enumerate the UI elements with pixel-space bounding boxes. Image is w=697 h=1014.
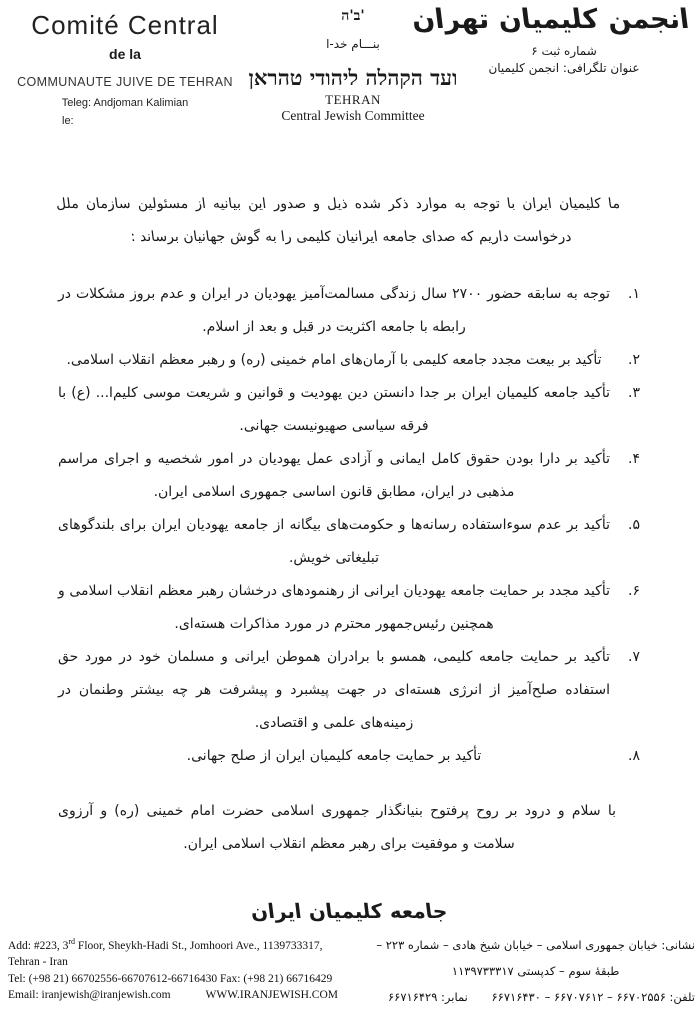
statement-list bbox=[58, 278, 640, 773]
item-text: تأکید بر بیعت مجدد جامعه کلیمی با آرمان‌های امام خمینی (ره) و رهبر معظم انقلاب اسلامی. bbox=[66, 352, 602, 368]
item-number: ۳. bbox=[628, 385, 640, 401]
header-right-block bbox=[409, 4, 691, 75]
item-number: ۵. bbox=[628, 517, 640, 533]
tel-fax-line-en: Tel: (+98 21) 66702556-66707612-66716430 Fax: (+98 21) 66716429 bbox=[8, 972, 333, 985]
item-number: ۱. bbox=[628, 286, 640, 302]
telephone-numbers-fa: تلفن: ۶۶۷۰۲۵۵۶ – ۶۶۷۰۷۶۱۲ – ۶۶۷۱۶۴۳۰ bbox=[491, 990, 695, 1004]
tel-fax-line-fa bbox=[376, 984, 695, 1010]
item-text: تأکید مجدد بر حمایت جامعه یهودیان ایرانی از رهنمودهای درخشان رهبر معظم انقلاب اسلامی و همچنین رئیس‌جمهور محترم در مورد مذاکرات هسته‌ای. bbox=[58, 583, 610, 632]
item-number: ۸. bbox=[628, 748, 640, 764]
email-web-line bbox=[8, 987, 338, 1004]
city-name: TEHRAN bbox=[325, 92, 381, 107]
list-item bbox=[58, 278, 640, 344]
address-line-fa-2: طبقهٔ سوم – کدپستی ۱۱۳۹۷۳۳۳۱۷ bbox=[451, 964, 620, 978]
footer-persian bbox=[376, 932, 695, 1010]
fax-number-fa: نمابر: ۶۶۷۱۶۴۲۹ bbox=[387, 990, 468, 1004]
list-item bbox=[58, 509, 640, 575]
list-item bbox=[58, 575, 640, 641]
org-name-hebrew: ועד הקהלה ליהודי טהראן bbox=[248, 65, 458, 90]
telegraph-line-en: Teleg: Andjoman Kalimian bbox=[61, 97, 189, 109]
intro-paragraph: ما کلیمیان ایران با توجه به موارد ذکر شده ذیل و صدور این بیانیه از مسئولین سازمان ملل درخواست داریم که صدای جامعه ایرانیان کلیمی را به گوش جهانیان برساند : bbox=[54, 196, 621, 245]
hebrew-bh-abbreviation: ב'ה' bbox=[341, 8, 365, 24]
org-title-french: Comité Central bbox=[31, 10, 219, 40]
org-title-dela: de la bbox=[109, 46, 141, 62]
header-left-block bbox=[16, 10, 234, 127]
signature: جامعه کلیمیان ایران bbox=[249, 899, 449, 923]
list-item bbox=[58, 443, 640, 509]
item-number: ۷. bbox=[628, 649, 640, 665]
letter-body bbox=[54, 188, 640, 928]
address-city-en: Tehran - Iran bbox=[8, 956, 68, 969]
item-text: تأکید بر حمایت جامعه کلیمی، همسو با برادران هموطن ایرانی و مسلمان خود در مورد حق استفاده صلح‌آمیز از انرژی هسته‌ای در جهت پیشبرد و پیشرفت هر چه بیشتر وطنمان در زمینه‌های علمی و اقتصادی. bbox=[58, 649, 610, 731]
closing-paragraph: با سلام و درود بر روح پرفتوح بنیانگذار جمهوری اسلامی حضرت امام خمینی (ره) و آرزوی سلامت و موفقیت برای رهبر معظم انقلاب اسلامی ایران. bbox=[58, 803, 616, 852]
telegraph-line-fa: عنوان تلگرافی: انجمن کلیمیان bbox=[488, 61, 640, 75]
address-line-en bbox=[8, 934, 348, 954]
list-item bbox=[58, 641, 640, 740]
website-address: WWW.IRANJEWISH.COM bbox=[205, 989, 338, 1002]
item-text: تأکید بر عدم سوءاستفاده رسانه‌ها و حکومت‌های بیگانه از جامعه یهودیان ایران برای بلندگوهای تبلیغاتی خویش. bbox=[58, 517, 610, 566]
item-number: ۶. bbox=[628, 583, 640, 599]
address-part: Add: #223, 3 bbox=[8, 939, 69, 952]
address-line-fa-1: نشانی: خیابان جمهوری اسلامی – خیابان شیخ هادی – شماره ۲۲۳ – bbox=[376, 938, 695, 952]
list-item bbox=[58, 344, 640, 377]
address-part: Floor, Sheykh-Hadi St., Jomhoori Ave., 1139733317, bbox=[75, 939, 323, 952]
email-address: Email: iranjewish@iranjewish.com bbox=[8, 989, 171, 1002]
item-text: توجه به سابقه حضور ۲۷۰۰ سال زندگی مسالمت‌آمیز یهودیان در ایران و عدم بروز مشکلات در رابطه با جامعه اکثریت در قبل و بعد از اسلام. bbox=[58, 286, 610, 335]
list-item bbox=[58, 740, 640, 773]
date-line-label: le: bbox=[62, 115, 74, 127]
item-text: تأکید جامعه کلیمیان ایران بر جدا دانستن دین یهودیت و قوانین و شریعت موسی کلیم‌ا... (ع) با فرقه سیاسی صهیونیست جهانی. bbox=[58, 385, 610, 434]
item-number: ۲. bbox=[628, 352, 640, 368]
item-text: تأکید بر دارا بودن حقوق کامل ایمانی و آزادی عمل یهودیان در امور شخصیه و اجرای مراسم مذهبی در ایران، مطابق قانون اساسی جمهوری اسلامی ایران. bbox=[58, 451, 610, 500]
address-ordinal-sup: rd bbox=[68, 937, 76, 946]
besmellah-line: بنـــام خد-ا bbox=[326, 37, 380, 51]
item-number: ۴. bbox=[628, 451, 640, 467]
org-name-persian-calligraphy: انجمن کلیمیان تهران bbox=[409, 4, 691, 35]
registration-number: شماره ثبت ۶ bbox=[531, 44, 597, 58]
footer-english bbox=[8, 934, 348, 1004]
list-item bbox=[58, 377, 640, 443]
org-name-french: COMMUNAUTE JUIVE DE TEHRAN bbox=[17, 75, 233, 89]
org-name-english: Central Jewish Committee bbox=[281, 108, 425, 123]
item-text: تأکید بر حمایت جامعه کلیمیان ایران از صلح جهانی. bbox=[186, 748, 482, 764]
